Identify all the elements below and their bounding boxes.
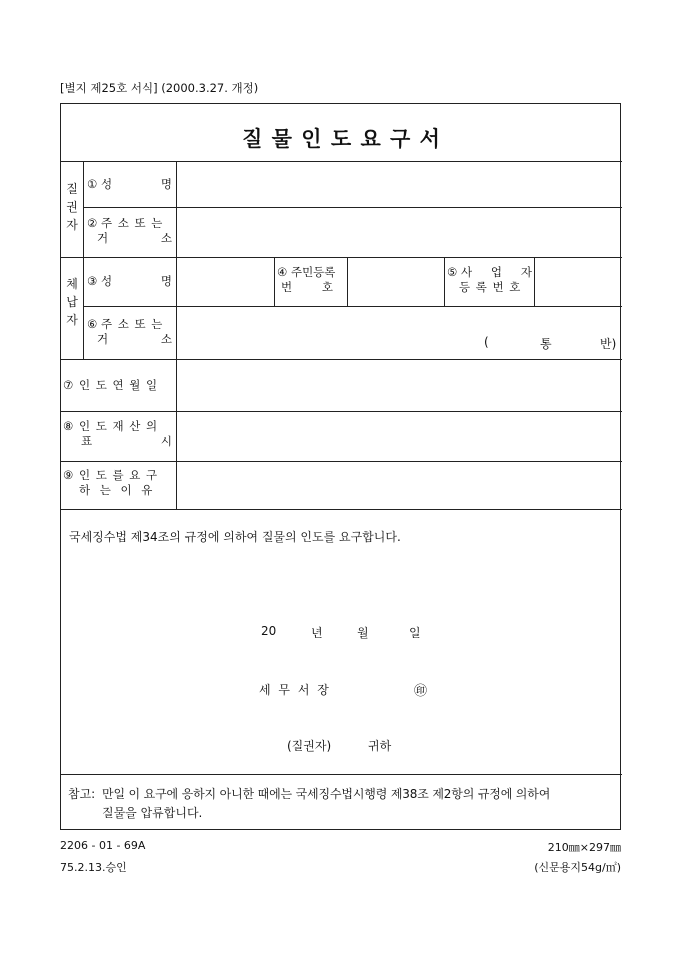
date-month-label: 월 [357, 626, 369, 640]
field-delivery-date-label: ⑦ 인 도 연 월 일 [63, 378, 159, 392]
recipient-label: (질권자) [287, 739, 332, 753]
note-label: 참고: [68, 787, 96, 801]
field-delinquent-address-label: ⑥ 주 소 또 는 거 소 [87, 317, 172, 346]
date-year-label: 년 [311, 626, 323, 640]
form-header-note: [별지 제25호 서식] (2000.3.27. 개정) [60, 81, 259, 95]
field-property-label: ⑧ 인 도 재 산 의 표 시 [63, 419, 172, 448]
field-claimant-name-label: ① 성 명 [87, 177, 172, 191]
tax-office-head: 세 무 서 장 [259, 683, 331, 697]
date-year: 20 [261, 624, 277, 638]
ban-label: 반) [600, 337, 617, 351]
field-delinquent-name-label: ③ 성 명 [87, 274, 172, 288]
field-delinquent-address-value[interactable] [177, 307, 621, 359]
tong-open: ( [484, 335, 489, 349]
section-delinquent: 체납자 [66, 277, 78, 327]
field-delivery-date-value[interactable] [177, 360, 621, 411]
field-business-number-label: ⑤ 사 업 자 등 록 번 호 [447, 265, 532, 294]
field-business-number-value[interactable] [535, 258, 621, 306]
form-table [60, 103, 621, 830]
tong-label: 통 [540, 337, 552, 351]
field-claimant-name-value[interactable] [177, 162, 621, 207]
date-day-label: 일 [409, 626, 421, 640]
field-claimant-address-value[interactable] [177, 208, 621, 257]
form-code: 2206 - 01 - 69A [60, 839, 146, 852]
field-property-value[interactable] [177, 412, 621, 461]
honorific: 귀하 [368, 739, 392, 753]
seal-icon: ㊞ [414, 684, 428, 699]
field-reason-value[interactable] [177, 462, 621, 509]
field-claimant-address-label: ② 주 소 또 는 거 소 [87, 216, 172, 245]
field-reason-label: ⑨ 인 도 를 요 구 하 는 이 유 [63, 468, 159, 497]
section-claimant: 질권자 [66, 182, 78, 232]
form-title: 질 물 인 도 요 구 서 [242, 126, 441, 151]
paper-spec: (신문용지54g/㎡) [534, 861, 621, 874]
statement-text: 국세징수법 제34조의 규정에 의하여 질물의 인도를 요구합니다. [69, 530, 401, 544]
approval-date: 75.2.13.승인 [60, 861, 127, 874]
paper-size: 210㎜×297㎜ [547, 841, 621, 854]
field-resident-number-label: ④ 주민등록 번 호 [277, 265, 336, 294]
field-delinquent-name-value[interactable] [177, 258, 274, 306]
note-line-1: 만일 이 요구에 응하지 아니한 때에는 국세징수법시행령 제38조 제2항의 규정에 의하여 [102, 787, 551, 801]
note-line-2: 질물을 압류합니다. [102, 806, 203, 820]
field-resident-number-value[interactable] [348, 258, 444, 306]
